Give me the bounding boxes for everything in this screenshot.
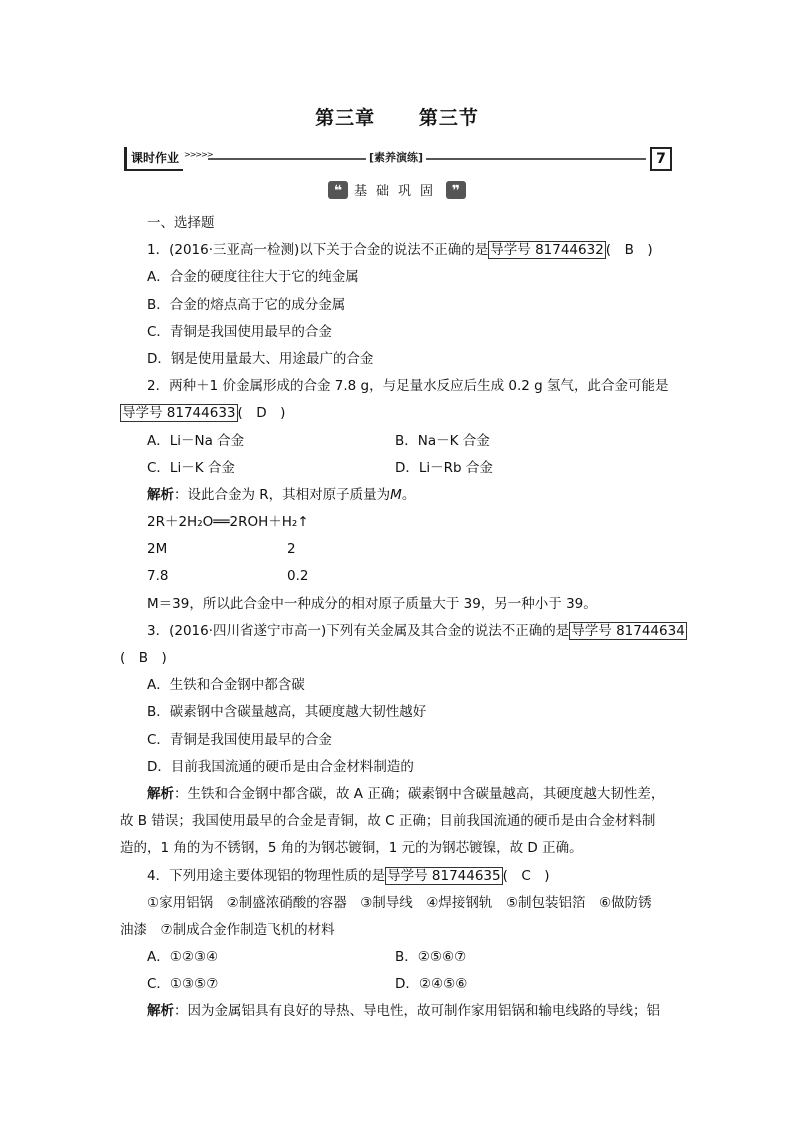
question-stem-text: 1．(2016·三亚高一检测)以下关于合金的说法不正确的是 [147,242,489,259]
option-row [120,428,676,455]
block-title [0,180,794,199]
arrows-icon: >>>>> [184,150,213,159]
analysis-label: 解析 [147,486,174,503]
analysis-label: 解析 [147,1003,174,1020]
analysis-text: ：生铁和合金钢中都含碳，故 A 正确；碳素钢中含碳量越高，其硬度越大韧性差， [174,785,665,802]
question-2-stem: 2．两种＋1 价金属形成的合金 7.8 g，与足量水反应后生成 0.2 g 氢气，此合金可能是 [147,378,669,395]
guide-number-tag: 导学号 81744632 [490,242,604,259]
analysis-text: ：因为金属铝具有良好的导热、导电性，故可制作家用铝锅和输电线路的导线；铝 [174,1003,660,1020]
equation-cell: 2M [147,541,168,558]
answer: ( B ) [120,650,167,666]
section-heading: 一、选择题 [147,215,215,231]
option: C．Li－K 合金 [147,459,235,476]
analysis-text-end: 。 [401,486,416,503]
option: B．碳素钢中含碳量越高，其硬度越大韧性越好 [147,704,427,721]
chapter-title: 第三章 [315,107,376,129]
question-1-stem [120,237,676,264]
answer: ( C ) [502,867,550,884]
option: D．目前我国流通的硬币是由合金材料制造的 [147,758,414,775]
analysis-text: 故 B 错误；我国使用最早的合金是青铜，故 C 正确；目前我国流通的硬币是由合金材料制 [120,813,656,830]
banner-divider [208,158,646,160]
homework-banner [124,147,672,173]
block-title-text: 基础巩固 [353,184,442,199]
analysis-text: ：设此合金为 R，其相对原子质量为 [174,486,391,503]
option: D．②④⑤⑥ [395,976,468,993]
equation-row [120,536,676,563]
lesson-number-badge: 7 [650,147,672,171]
analysis-symbol: M [390,486,402,503]
section-title: 第三节 [418,107,479,129]
analysis [120,482,676,509]
option: B．②⑤⑥⑦ [395,949,467,966]
question-4-stem [120,863,676,890]
equation-cell: 2 [287,541,296,558]
option: A．生铁和合金钢中都含碳 [147,677,305,694]
equation-row [120,563,676,590]
conclusion: M＝39，所以此合金中一种成分的相对原子质量大于 39，另一种小于 39。 [147,595,597,612]
page-title [0,103,794,130]
option: B．Na－K 合金 [395,432,490,449]
analysis-text: 造的，1 角的为不锈钢，5 角的为钢芯镀铜，1 元的为钢芯镀镍，故 D 正确。 [120,840,583,857]
answer: ( D ) [237,405,286,422]
guide-number-tag: 导学号 81744633 [122,405,236,422]
question-items: 油漆 ⑦制成合金作制造飞机的材料 [120,921,335,938]
banner-center-label: [素养演练] [366,149,426,165]
guide-number-tag: 导学号 81744635 [387,867,501,884]
question-stem-text: 4．下列用途主要体现铝的物理性质的是 [147,867,386,884]
equation-cell: 7.8 [147,568,169,585]
guide-number-tag: 导学号 81744634 [571,622,685,639]
open-quote-icon: ❝ [328,181,348,199]
question-content [120,210,685,1026]
option-row [120,971,676,998]
question-3-stem [120,618,685,645]
analysis [120,998,676,1025]
option: D．Li－Rb 合金 [395,459,493,476]
question-items: ①家用铝锅 ②制盛浓硝酸的容器 ③制导线 ④焊接钢轨 ⑤制包装铝箔 ⑥做防锈 [147,894,652,911]
option: A．①②③④ [147,949,219,966]
option-row [120,944,676,971]
answer: ( B ) [605,242,653,259]
equation-cell: 0.2 [287,568,309,585]
banner-label: 课时作业 [124,147,183,171]
option: C．①③⑤⑦ [147,976,219,993]
question-stem-text: 3．(2016·四川省遂宁市高一)下列有关金属及其合金的说法不正确的是 [147,622,570,639]
analysis-label: 解析 [147,785,174,802]
option: C．青铜是我国使用最早的合金 [147,731,332,748]
question-2-tag-line [120,400,676,427]
option: B．合金的熔点高于它的成分金属 [147,296,346,313]
option: D．钢是使用量最大、用途最广的合金 [147,350,374,367]
option: C．青铜是我国使用最早的合金 [147,323,332,340]
equation-row: 2R＋2H₂O══2ROH＋H₂↑ [147,514,309,531]
analysis [120,781,676,808]
close-quote-icon: ❞ [446,181,466,199]
option: A．Li－Na 合金 [147,432,245,449]
option-row [120,455,676,482]
option: A．合金的硬度往往大于它的纯金属 [147,269,359,286]
